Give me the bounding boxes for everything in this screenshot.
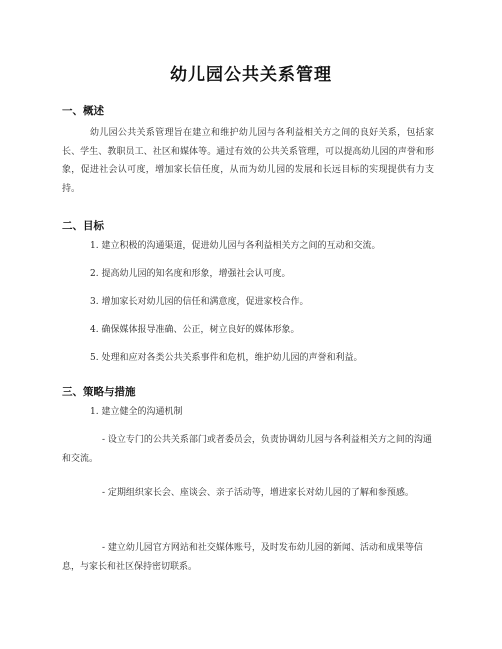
section-heading-strategies: 三、策略与措施 — [62, 386, 136, 398]
section-heading-overview: 一、概述 — [62, 105, 104, 117]
strategy-subheading-communication: 1. 建立健全的沟通机制 — [90, 407, 183, 417]
document-title: 幼儿园公共关系管理 — [170, 65, 332, 85]
strategy-bullet-2: - 定期组织家长会、座谈会、亲子活动等，增进家长对幼儿园的了解和参预感。 — [102, 488, 414, 498]
strategy-bullet-3: - 建立幼儿园官方网站和社交媒体账号，及时发布幼儿园的新闻、活动和成果等信息，与家长和社区保持密切联系。 — [62, 543, 423, 572]
goal-item-1: 1. 建立积极的沟通渠道，促进幼儿园与各利益相关方之间的互动和交流。 — [90, 241, 381, 251]
overview-paragraph: 幼儿园公共关系管理旨在建立和维护幼儿园与各利益相关方之间的良好关系，包括家长、学生、教职员工、社区和媒体等。通过有效的公共关系管理，可以提高幼儿园的声誉和形象，促进社会认可度，增加家长信任度，从而为幼儿园的发展和长远目标的实现提供有力支持。 — [62, 128, 434, 194]
goal-item-5: 5. 处理和应对各类公共关系事件和危机，维护幼儿园的声誉和利益。 — [90, 353, 363, 363]
goal-item-3: 3. 增加家长对幼儿园的信任和满意度，促进家校合作。 — [90, 297, 309, 307]
goal-item-4: 4. 确保媒体报导准确、公正，树立良好的媒体形象。 — [90, 325, 300, 335]
section-heading-goals: 二、目标 — [62, 220, 104, 232]
strategy-bullet-1: - 设立专门的公共关系部门或者委员会，负责协调幼儿园与各利益相关方之间的沟通和交流。 — [62, 435, 432, 464]
goal-item-2: 2. 提高幼儿园的知名度和形象，增强社会认可度。 — [90, 269, 291, 279]
